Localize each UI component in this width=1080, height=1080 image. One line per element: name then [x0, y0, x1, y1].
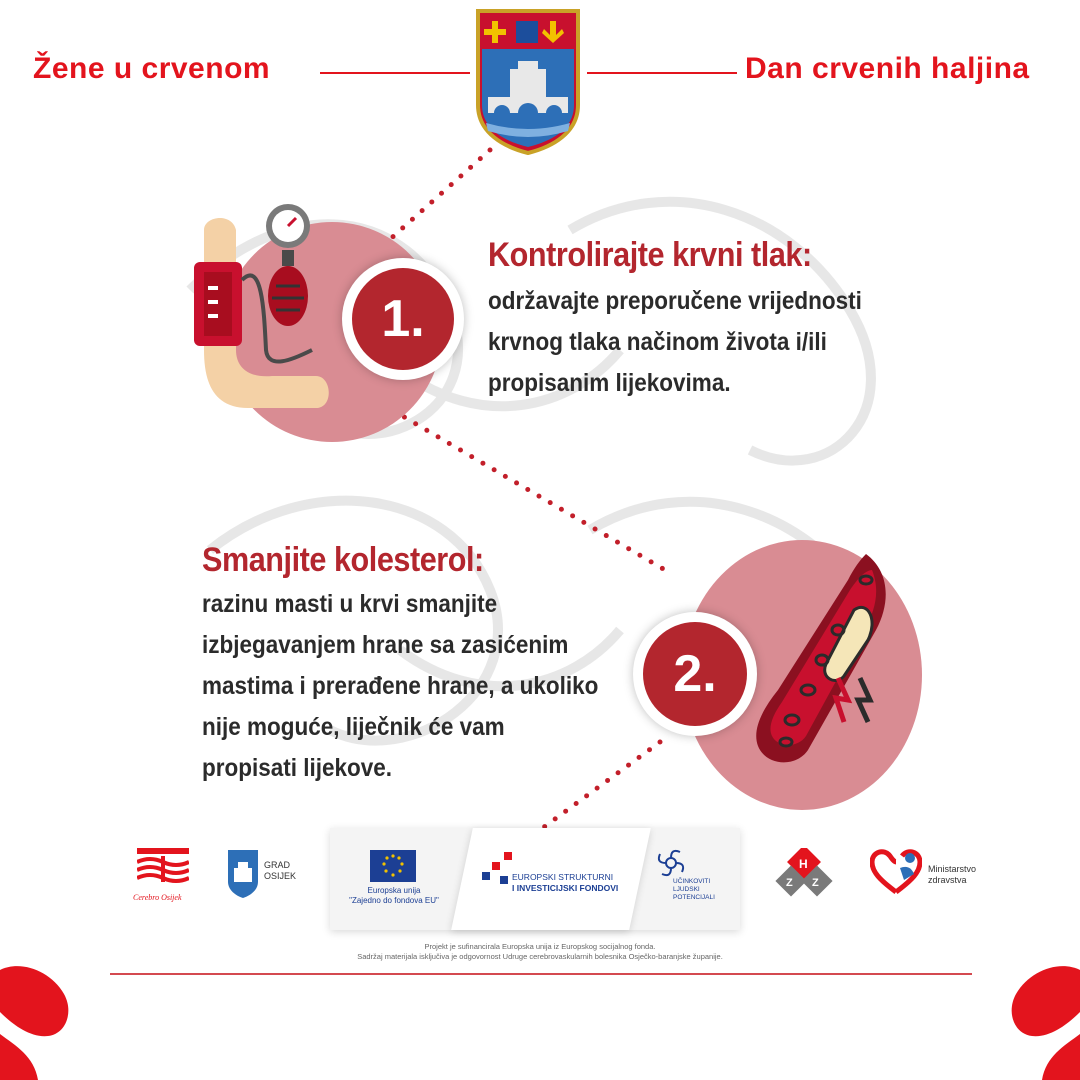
funding-disclaimer: [0, 942, 1080, 962]
esf-label-3: POTENCIJALI: [673, 894, 715, 901]
disclaimer-line-1: Projekt je sufinancirala Europska unija iz Europskog socijalnog fonda.: [424, 942, 656, 951]
eu-label-1: Europska unija: [367, 886, 421, 895]
ministry-heart-logo: [870, 846, 922, 896]
ministry-label-1: Ministarstvo: [928, 864, 977, 874]
esf-label: [673, 878, 715, 902]
red-bow-right-icon: [1002, 964, 1080, 1080]
esf-label-2: LJUDSKI: [673, 886, 700, 893]
eu-flag-icon: [370, 850, 416, 882]
svg-text:Z: Z: [812, 877, 819, 889]
item-2-line-2: izbjegavanjem hrane sa zasićenim: [202, 631, 569, 659]
esif-label-2: I INVESTICIJSKI FONDOVI: [512, 883, 619, 893]
grad-osijek-crest: [226, 848, 260, 898]
blood-pressure-monitor-icon: [192, 200, 342, 420]
item-2-number: 2.: [643, 622, 747, 726]
svg-text:Z: Z: [786, 877, 793, 889]
item-2-heading: Smanjite kolesterol:: [202, 541, 484, 579]
item-1-line-2: krvnog tlaka načinom života i/ili: [488, 328, 827, 356]
header-left-title: Žene u crvenom: [33, 52, 271, 85]
item-1-number: 1.: [352, 268, 454, 370]
item-2-line-1: razinu masti u krvi smanjite: [202, 590, 498, 618]
grad-osijek-label: [264, 860, 296, 882]
ministry-label-2: zdravstva: [928, 875, 967, 885]
eu-label: [340, 886, 448, 906]
grad-label-2: OSIJEK: [264, 871, 297, 881]
item-2-line-5: propisati lijekove.: [202, 754, 393, 782]
footer-divider: [110, 973, 972, 975]
red-bow-left-icon: [0, 964, 78, 1080]
eu-label-2: "Zajedno do fondova EU": [349, 896, 439, 905]
ministry-label: [928, 864, 976, 886]
header-right-title: Dan crvenih haljina: [745, 52, 1030, 85]
esf-label-1: UČINKOVITI: [673, 878, 711, 885]
item-1-line-1: održavajte preporučene vrijednosti: [488, 287, 862, 315]
item-1-heading: Kontrolirajte krvni tlak:: [488, 236, 812, 274]
esf-pinwheel-icon: [656, 848, 686, 878]
svg-text:H: H: [799, 857, 808, 871]
cerebro-osijek-logo: [137, 848, 189, 888]
item-2-line-3: mastima i prerađene hrane, a ukoliko: [202, 672, 599, 700]
item-2-line-4: nije moguće, liječnik će vam: [202, 713, 505, 741]
item-1-number-badge: [342, 258, 464, 380]
item-2-description: [202, 584, 598, 789]
clogged-artery-icon: [748, 550, 898, 770]
hzz-logo: [772, 848, 836, 904]
esif-label: [512, 872, 618, 894]
disclaimer-line-2: Sadržaj materijala isključiva je odgovornost Udruge cerebrovaskularnih bolesnika Osječko-baranjske županije.: [357, 952, 723, 961]
cerebro-osijek-label: Cerebro Osijek: [133, 893, 182, 902]
item-1-description: [488, 281, 862, 404]
esif-label-1: EUROPSKI STRUKTURNI: [512, 872, 614, 882]
item-2-number-badge: [633, 612, 757, 736]
item-1-line-3: propisanim lijekovima.: [488, 369, 731, 397]
grad-label-1: GRAD: [264, 860, 291, 870]
